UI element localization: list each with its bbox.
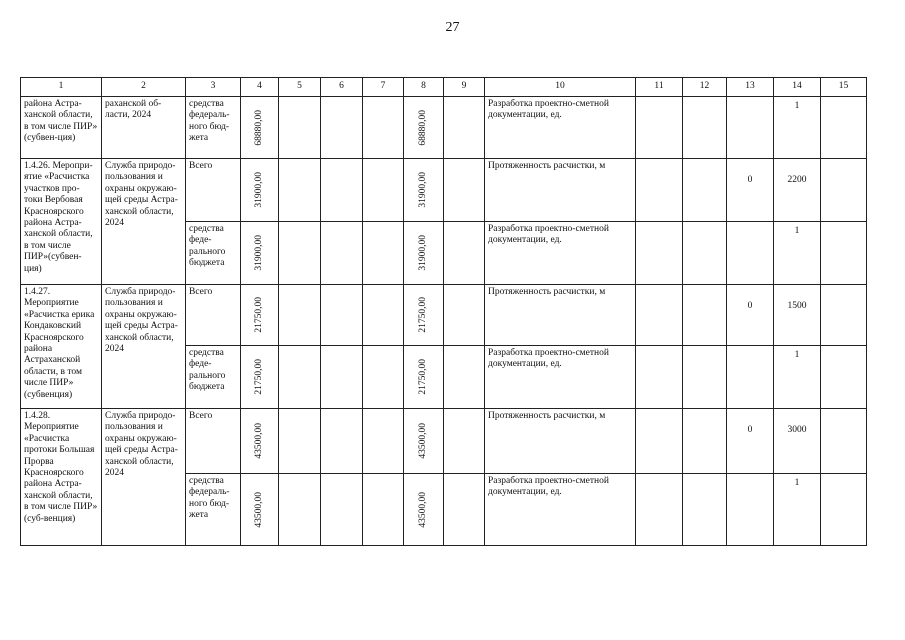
header-cell: 13 [727, 78, 774, 97]
header-cell: 9 [444, 78, 485, 97]
empty-cell [279, 474, 321, 546]
amount-cell [241, 222, 279, 285]
executor-cell: Служба природо-пользования и охраны окружаю-щей среды Астра-ханской области, 2024 [102, 285, 186, 409]
amount-value: 43500,00 [253, 491, 264, 528]
indicator-cell: Протяженность расчистки, м [485, 285, 636, 346]
indicator-value-13: 0 [727, 285, 774, 346]
empty-cell [821, 285, 867, 346]
executor-cell: Служба природо-пользования и охраны окружаю-щей среды Астра-ханской области, 2024 [102, 409, 186, 546]
measure-name-cell: 1.4.28. Мероприятие «Расчистка протоки Большая Прорва Красноярского района Астра-ханской области, в том числе ПИР» (суб-венция) [21, 409, 102, 546]
indicator-value-13 [727, 222, 774, 285]
amount-total-value: 31900,00 [417, 172, 428, 208]
empty-cell [279, 159, 321, 222]
header-cell: 6 [321, 78, 363, 97]
empty-cell [279, 346, 321, 409]
funding-source-cell: Всего [186, 409, 241, 474]
table-row [21, 409, 867, 474]
indicator-value-14: 1500 [774, 285, 821, 346]
empty-cell [821, 409, 867, 474]
amount-total-cell [404, 346, 444, 409]
amount-value: 21750,00 [253, 359, 264, 395]
amount-cell [241, 159, 279, 222]
empty-cell [321, 474, 363, 546]
header-row [21, 78, 867, 97]
amount-cell [241, 285, 279, 346]
table-row [21, 97, 867, 159]
empty-cell [821, 97, 867, 159]
indicator-value-14: 1 [774, 97, 821, 159]
amount-cell [241, 474, 279, 546]
indicator-value-13 [727, 474, 774, 546]
empty-cell [279, 409, 321, 474]
page-number: 27 [445, 20, 460, 35]
amount-value: 31900,00 [253, 235, 264, 271]
program-table [20, 77, 867, 546]
empty-cell [444, 97, 485, 159]
amount-total-value: 68880,00 [417, 109, 428, 146]
header-cell: 8 [404, 78, 444, 97]
empty-cell [444, 474, 485, 546]
indicator-cell: Разработка проектно-сметной документации, ед. [485, 97, 636, 159]
amount-total-cell [404, 222, 444, 285]
empty-cell [683, 222, 727, 285]
header-cell: 10 [485, 78, 636, 97]
indicator-value-13: 0 [727, 409, 774, 474]
measure-name-cell: 1.4.26. Меропри-ятие «Расчистка участков про-токи Вербовая Красноярского района Астра-ханской области, в том числе ПИР»(субвен-ция) [21, 159, 102, 285]
empty-cell [321, 159, 363, 222]
funding-source-cell: средства феде-рального бюджета [186, 346, 241, 409]
empty-cell [683, 97, 727, 159]
empty-cell [636, 346, 683, 409]
empty-cell [321, 97, 363, 159]
empty-cell [321, 346, 363, 409]
amount-value: 43500,00 [253, 423, 264, 459]
header-cell: 4 [241, 78, 279, 97]
executor-cell: Служба природо-пользования и охраны окружаю-щей среды Астра-ханской области, 2024 [102, 159, 186, 285]
empty-cell [444, 346, 485, 409]
indicator-value-13 [727, 97, 774, 159]
indicator-value-14: 1 [774, 474, 821, 546]
amount-total-cell [404, 409, 444, 474]
empty-cell [636, 409, 683, 474]
header-cell: 7 [363, 78, 404, 97]
empty-cell [363, 474, 404, 546]
indicator-cell: Разработка проектно-сметной документации, ед. [485, 474, 636, 546]
indicator-value-14: 2200 [774, 159, 821, 222]
indicator-value-14: 3000 [774, 409, 821, 474]
empty-cell [363, 222, 404, 285]
empty-cell [683, 159, 727, 222]
amount-cell [241, 97, 279, 159]
empty-cell [636, 159, 683, 222]
funding-source-cell: Всего [186, 159, 241, 222]
indicator-value-14: 1 [774, 346, 821, 409]
executor-cell: раханской об-ласти, 2024 [102, 97, 186, 159]
empty-cell [444, 159, 485, 222]
empty-cell [363, 409, 404, 474]
amount-value: 31900,00 [253, 172, 264, 208]
empty-cell [683, 409, 727, 474]
indicator-cell: Протяженность расчистки, м [485, 159, 636, 222]
empty-cell [821, 159, 867, 222]
header-cell: 12 [683, 78, 727, 97]
empty-cell [444, 409, 485, 474]
measure-name-cell: 1.4.27. Мероприятие «Расчистка ерика Кондаковский Красноярского района Астраханской области, в том числе ПИР» (субвенция) [21, 285, 102, 409]
header-cell: 2 [102, 78, 186, 97]
empty-cell [363, 346, 404, 409]
header-cell: 5 [279, 78, 321, 97]
indicator-cell: Протяженность расчистки, м [485, 409, 636, 474]
amount-total-value: 21750,00 [417, 359, 428, 395]
amount-value: 68880,00 [253, 109, 264, 146]
table-row [21, 159, 867, 222]
amount-cell [241, 346, 279, 409]
empty-cell [363, 285, 404, 346]
amount-total-cell [404, 285, 444, 346]
header-cell: 11 [636, 78, 683, 97]
empty-cell [321, 285, 363, 346]
empty-cell [444, 222, 485, 285]
funding-source-cell: Всего [186, 285, 241, 346]
empty-cell [821, 346, 867, 409]
amount-cell [241, 409, 279, 474]
amount-total-cell [404, 97, 444, 159]
empty-cell [279, 222, 321, 285]
measure-name-cell: района Астра-ханской области, в том числе ПИР» (субвен-ция) [21, 97, 102, 159]
indicator-value-14: 1 [774, 222, 821, 285]
empty-cell [321, 409, 363, 474]
table-row [21, 285, 867, 346]
indicator-cell: Разработка проектно-сметной документации, ед. [485, 222, 636, 285]
empty-cell [821, 222, 867, 285]
empty-cell [683, 474, 727, 546]
empty-cell [683, 285, 727, 346]
empty-cell [279, 97, 321, 159]
amount-value: 21750,00 [253, 297, 264, 333]
header-cell: 3 [186, 78, 241, 97]
amount-total-cell [404, 474, 444, 546]
empty-cell [636, 222, 683, 285]
indicator-value-13: 0 [727, 159, 774, 222]
empty-cell [636, 97, 683, 159]
header-cell: 1 [21, 78, 102, 97]
amount-total-value: 43500,00 [417, 491, 428, 528]
empty-cell [444, 285, 485, 346]
amount-total-value: 21750,00 [417, 297, 428, 333]
empty-cell [821, 474, 867, 546]
header-cell: 15 [821, 78, 867, 97]
funding-source-cell: средства федераль-ного бюд-жета [186, 474, 241, 546]
indicator-value-13 [727, 346, 774, 409]
empty-cell [363, 159, 404, 222]
amount-total-value: 43500,00 [417, 423, 428, 459]
empty-cell [321, 222, 363, 285]
indicator-cell: Разработка проектно-сметной документации, ед. [485, 346, 636, 409]
funding-source-cell: средства федераль-ного бюд-жета [186, 97, 241, 159]
empty-cell [683, 346, 727, 409]
funding-source-cell: средства феде-рального бюджета [186, 222, 241, 285]
empty-cell [636, 474, 683, 546]
empty-cell [279, 285, 321, 346]
header-cell: 14 [774, 78, 821, 97]
empty-cell [636, 285, 683, 346]
amount-total-value: 31900,00 [417, 235, 428, 271]
empty-cell [363, 97, 404, 159]
amount-total-cell [404, 159, 444, 222]
